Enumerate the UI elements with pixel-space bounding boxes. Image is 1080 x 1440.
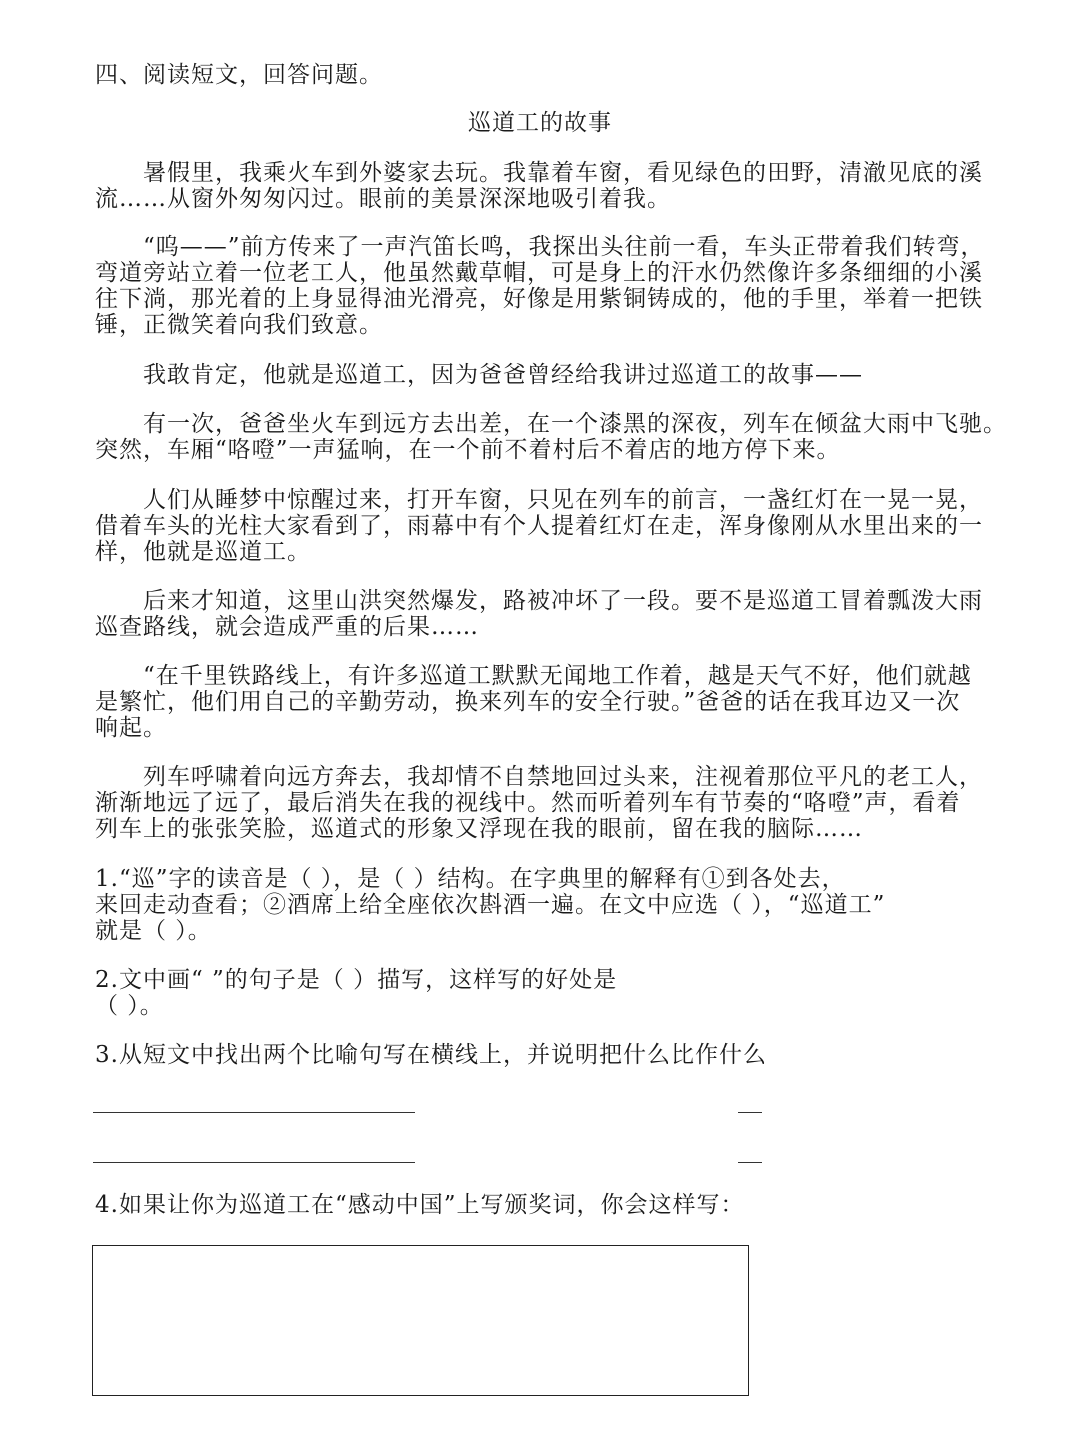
answer-box[interactable] <box>92 1245 749 1396</box>
answer-line-1b[interactable] <box>738 1112 762 1113</box>
passage-line: 弯道旁站立着一位老工人，他虽然戴草帽，可是身上的汗水仍然像许多条细细的小溪 <box>95 260 983 286</box>
passage-line: 流……从窗外匆匆闪过。眼前的美景深深地吸引着我。 <box>95 186 671 212</box>
passage-line: 锤，正微笑着向我们致意。 <box>95 312 383 338</box>
passage-line: 往下淌，那光着的上身显得油光滑亮，好像是用紫铜铸成的，他的手里，举着一把铁 <box>95 286 983 312</box>
section-heading: 四、阅读短文，回答问题。 <box>95 62 383 88</box>
passage-line: 人们从睡梦中惊醒过来，打开车窗，只见在列车的前言，一盏红灯在一晃一晃， <box>143 487 983 513</box>
passage-line: “在千里铁路线上，有许多巡道工默默无闻地工作着，越是天气不好，他们就越 <box>143 663 972 689</box>
question-4: 4.如果让你为巡道工在“感动中国”上写颁奖词，你会这样写： <box>95 1192 745 1218</box>
passage-line: 暑假里，我乘火车到外婆家去玩。我靠着车窗，看见绿色的田野，清澈见底的溪 <box>143 160 983 186</box>
passage-title: 巡道工的故事 <box>468 110 612 136</box>
answer-line-1a[interactable] <box>93 1112 415 1113</box>
passage-line: 借着车头的光柱大家看到了，雨幕中有个人提着红灯在走，浑身像刚从水里出来的一 <box>95 513 983 539</box>
passage-line: 样，他就是巡道工。 <box>95 539 311 565</box>
passage-line: 我敢肯定，他就是巡道工，因为爸爸曾经给我讲过巡道工的故事—— <box>143 362 863 388</box>
passage-line: “呜——”前方传来了一声汽笛长鸣，我探出头往前一看，车头正带着我们转弯， <box>143 234 985 260</box>
answer-line-2b[interactable] <box>738 1162 762 1163</box>
question-3: 3.从短文中找出两个比喻句写在横线上，并说明把什么比作什么 <box>95 1042 767 1068</box>
passage-line: 后来才知道，这里山洪突然爆发，路被冲坏了一段。要不是巡道工冒着瓢泼大雨 <box>143 588 983 614</box>
passage-line: 渐渐地远了远了，最后消失在我的视线中。然而听着列车有节奏的“咯噔”声，看着 <box>95 790 961 816</box>
passage-line: 突然，车厢“咯噔”一声猛响，在一个前不着村后不着店的地方停下来。 <box>95 437 841 463</box>
passage-line: 列车呼啸着向远方奔去，我却情不自禁地回过头来，注视着那位平凡的老工人， <box>143 764 983 790</box>
passage-line: 巡查路线，就会造成严重的后果…… <box>95 614 479 640</box>
passage-line: 列车上的张张笑脸，巡道式的形象又浮现在我的眼前，留在我的脑际…… <box>95 816 863 842</box>
question-2-line: （ ）。 <box>95 993 164 1019</box>
passage-line: 有一次，爸爸坐火车到远方去出差，在一个漆黑的深夜，列车在倾盆大雨中飞驰。 <box>143 411 1007 437</box>
question-1-line: 就是（ ）。 <box>95 918 212 944</box>
question-1-line: 1.“巡”字的读音是（ ），是（ ）结构。在字典里的解释有①到各处去， <box>95 866 846 892</box>
passage-line: 是繁忙，他们用自己的辛勤劳动，换来列车的安全行驶。”爸爸的话在我耳边又一次 <box>95 689 961 715</box>
passage-line: 响起。 <box>95 715 167 741</box>
answer-line-2a[interactable] <box>93 1162 415 1163</box>
question-2-line: 2.文中画“ ”的句子是（ ）描写，这样写的好处是 <box>95 967 618 993</box>
question-1-line: 来回走动查看；②酒席上给全座依次斟酒一遍。在文中应选（ ），“巡道工” <box>95 892 886 918</box>
